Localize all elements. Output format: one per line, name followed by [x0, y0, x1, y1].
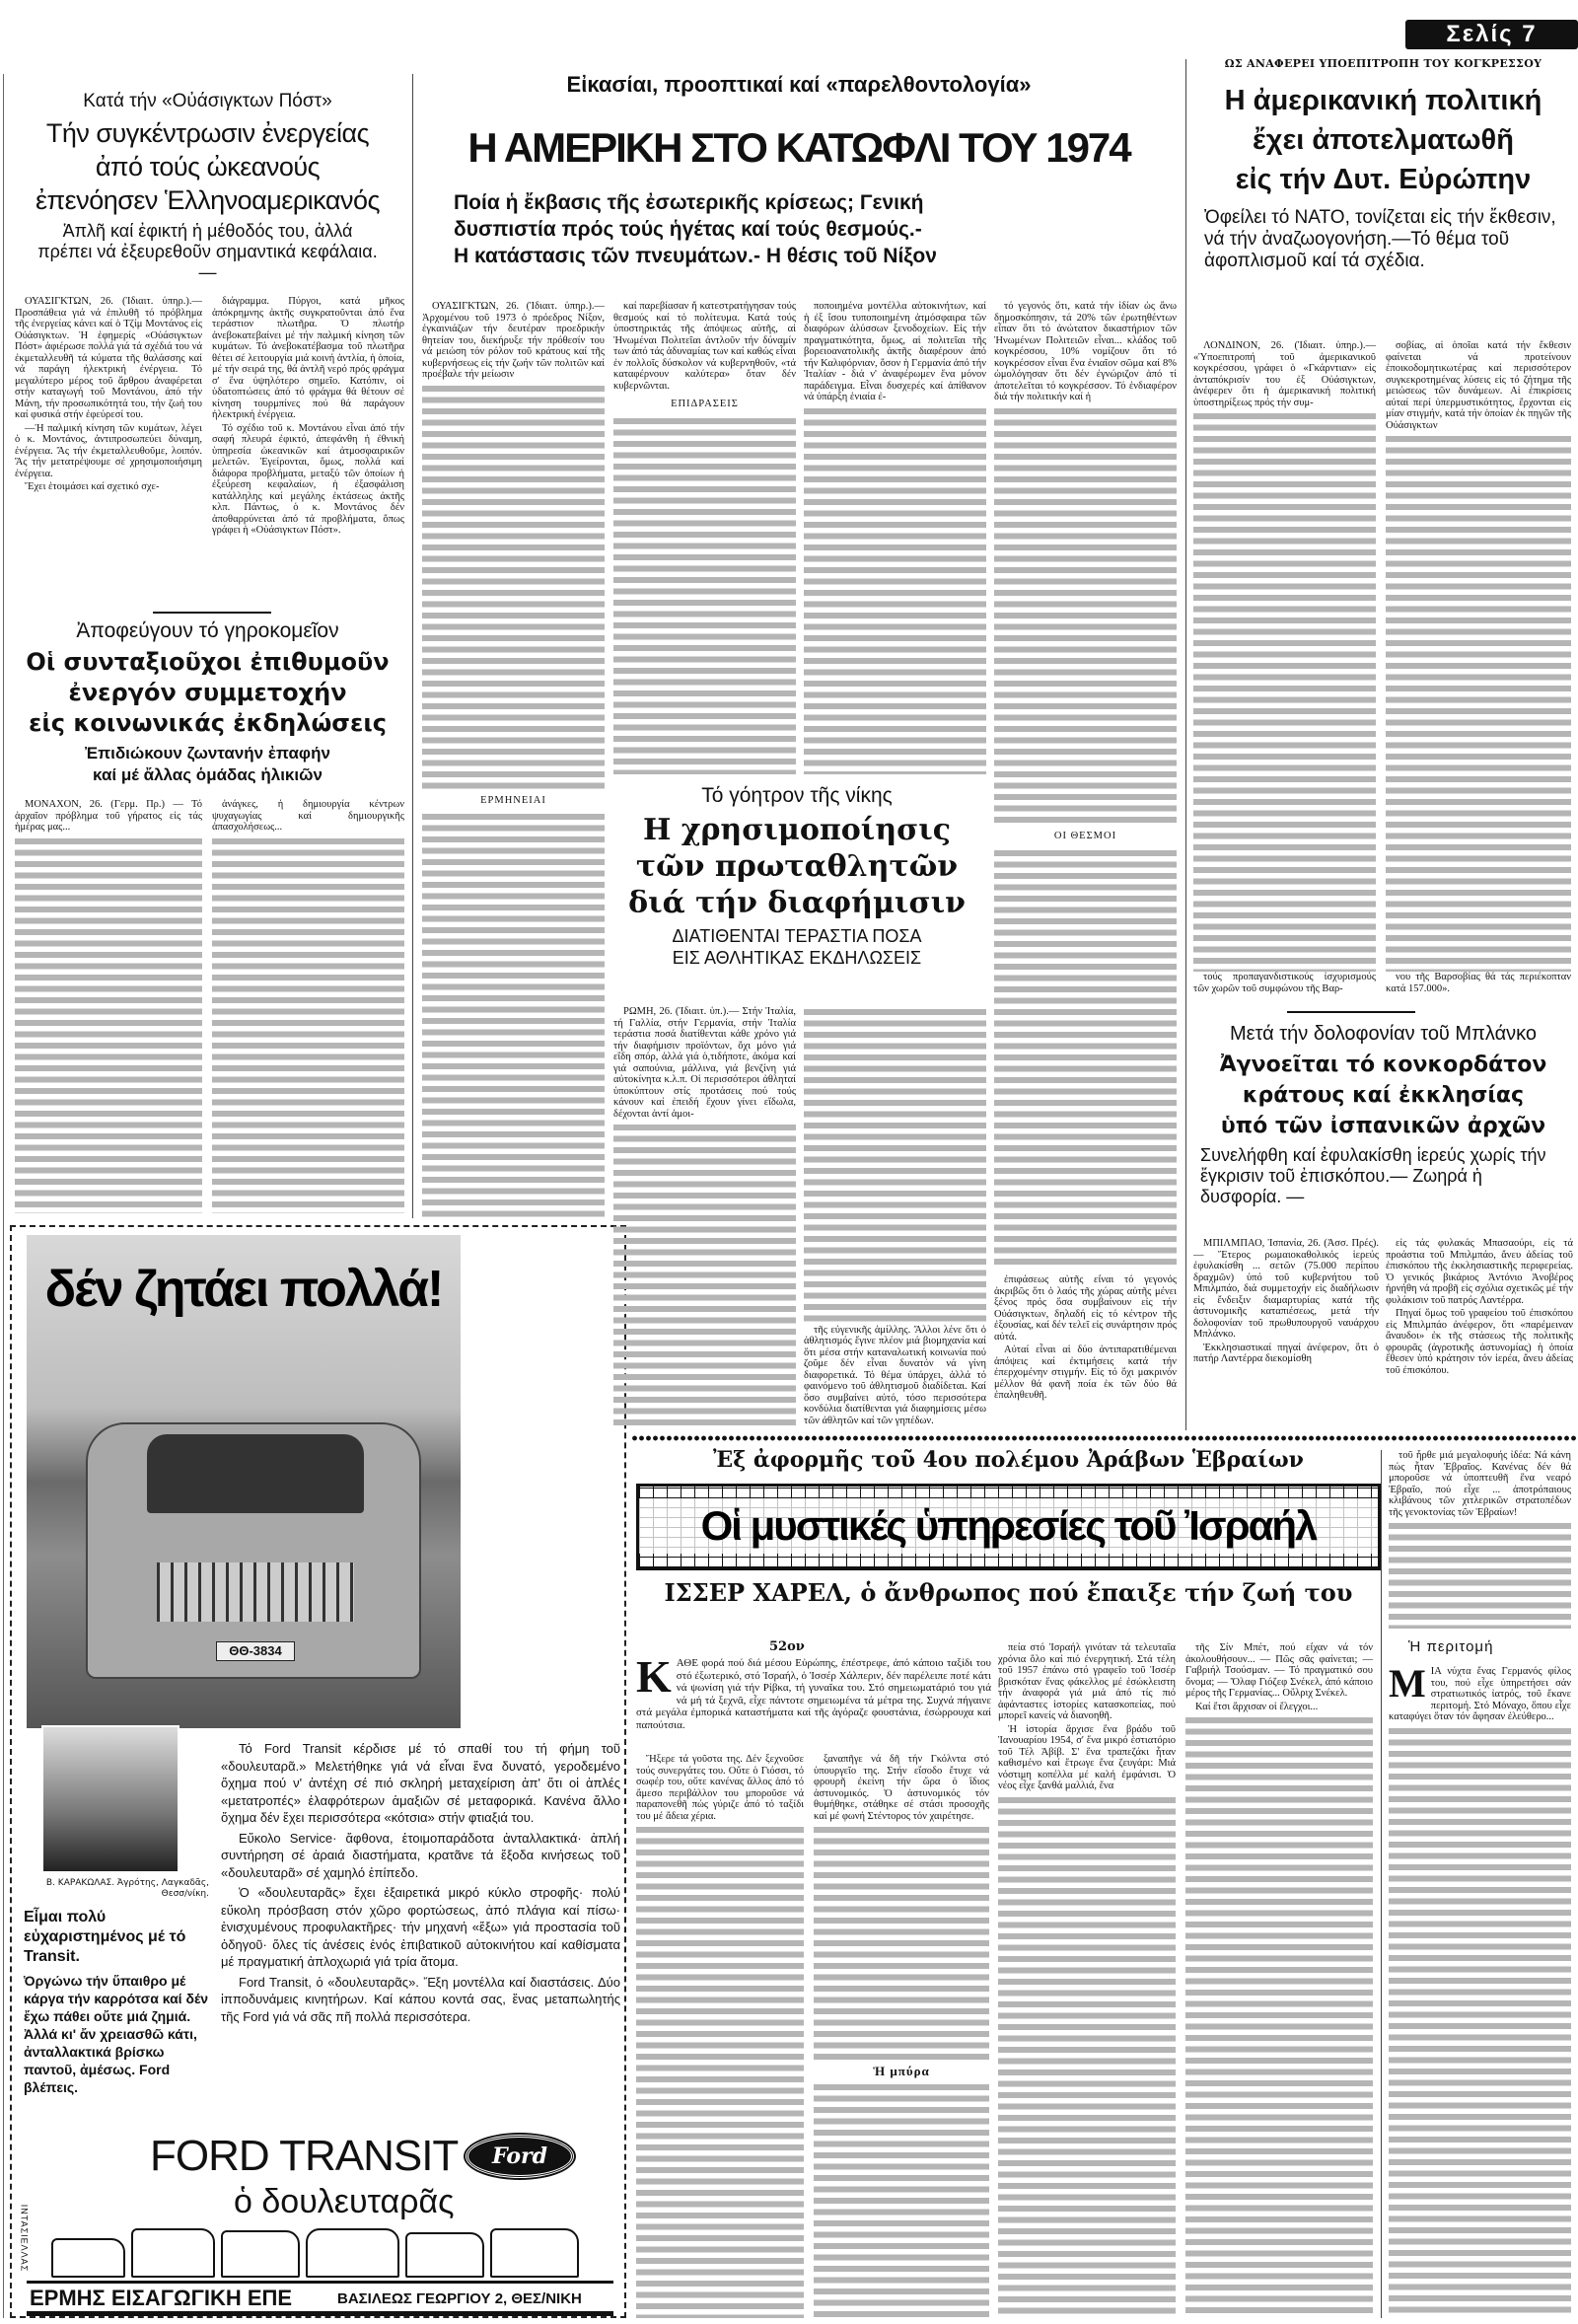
headline-line: κράτους καί ἐκκλησίας — [1242, 1083, 1525, 1108]
article-column — [613, 301, 796, 774]
illegible-text-lines — [613, 1122, 796, 1428]
article-headline — [8, 647, 407, 739]
headline-line: ὑπό τῶν ἰσπανικῶν ἀρχῶν — [1220, 1114, 1546, 1138]
article-deck: Ὀφείλει τό ΝΑΤΟ, τονίζεται εἰς τήν ἔκθεσιν, νά τήν ἀναζωογονήση.—Τό θέμα τοῦ ἀφοπλισμοῦ καί τά σχέδια. — [1204, 207, 1556, 271]
headline-line: Οἱ συνταξιοῦχοι ἐπιθυμοῦν — [26, 648, 390, 676]
headline-line: εἰς τήν Δυτ. Εὐρώπην — [1235, 164, 1532, 195]
illegible-text-lines — [1185, 1714, 1373, 2318]
section-subhead: ΕΡΜΗΝΕΙΑΙ — [480, 794, 546, 806]
brand-name: FORD TRANSIT — [150, 2132, 459, 2180]
paragraph: Ἔχει ἑτοιμάσει καί σχετικό σχε- — [25, 481, 160, 492]
illegible-text-lines — [804, 1006, 986, 1325]
van-windshield — [147, 1434, 364, 1513]
drop-cap: Μ — [1389, 1661, 1426, 1706]
headline-line: ἀπό τούς ὠκεανούς — [95, 152, 321, 182]
article-column — [636, 1754, 804, 2318]
article-headline — [8, 116, 407, 217]
divider — [153, 612, 271, 614]
article-column — [613, 1006, 796, 1428]
paragraph: ΟΥΑΣΙΓΚΤΩΝ, 26. (Ἰδιαιτ. ὑπηρ.).— Ἀρχομένου τοῦ 1973 ὁ πρόεδρος Νίξον, ἐγκαινιάζων τήν δευτέραν προεδρικήν θητείαν του, διεκήρυξε τήν πρόθεσίν του νά μειώση τόν ρόλον τοῦ κράτους καί τῆς κυβερνήσεως εἰς τήν ζωήν τῶν πολιτῶν καί προέβαλε τήν μείωσιν — [422, 301, 605, 380]
paragraph: Ἡ ἱστορία ἄρχισε ἕνα βράδυ τοῦ Ἰανουαρίου 1954, σ' ἕνα μικρό ἑστιατόριο τοῦ Τέλ Ἀβίβ. Σ' ἕνα τραπεζάκι ἦταν καθισμένο καί ἔτρωγε ἕνα ζευγάρι: Μιά νόστιμη κοπέλλα μέ καλή ἐμφάνισι. Ὁ νέος εἶχε ξανθά μαλλιά, ἕνα — [998, 1723, 1176, 1791]
page-edge — [3, 74, 4, 2318]
headline-line: τῶν πρωταθλητῶν — [635, 849, 959, 884]
paragraph: ΜΠΙΛΜΠΑΟ, Ἱσπανία, 26. (Ἀσσ. Πρές).— Ἕτερος ρωμαιοκαθολικός ἱερεύς ἐφυλακίσθη ... σετῶν (75.000 περίπου δραχμῶν) ὑπό τοῦ κυβερνήτου τοῦ Μπιλμπάο, διά συμμετοχήν εἰς διαδήλωσιν εἰς ἔνδειξιν διαμαρτυρίας κατά τῆς ἀστυνομικῆς καταπιέσεως, μετά τήν δολοφονίαν τοῦ πρωθυπουργοῦ ναυάρχου Μπλάνκο. — [1193, 1238, 1379, 1340]
article-nato-policy — [1188, 57, 1578, 272]
article-subhead: καί μέ ἄλλας ὁμάδας ἡλικιῶν — [93, 765, 323, 784]
article-subhead: ΔΙΑΤΙΘΕΝΤΑΙ ΤΕΡΑΣΤΙΑ ΠΟΣΑ — [672, 926, 922, 946]
paragraph: ξαναπῆγε νά δῆ τήν Γκόλντα στό ὑπουργεῖο της. Στήν εἴσοδο ἔτυχε νά φρουρῆ ἐκείνη τήν ὥρα ὁ ἴδιος ἀστυνομικός. Ὁ ἀστυνομικός τόν θυμήθηκε, στάθηκε σέ στάσι προσοχῆς καί μέ φωνή Στέντορος τόν χαιρέτησε. — [814, 1754, 989, 1822]
portrait-photo — [41, 1725, 179, 1873]
paragraph: ΟΥΑΣΙΓΚΤΩΝ, 26. (Ἰδιαιτ. ὑπηρ.).— Προσπάθεια γιά νά ἐπιλυθῆ τό πρόβλημα τῆς ἐνεργείας κάνει καί ὁ Τζίμ Μοντάνος εἰς Οὐάσιγκτων. Ἡ ἐφημερίς «Οὐάσιγκτων Πόστ» ἀφιέρωσε πολλά γιά τά σχέδιά του νά ἐκμεταλλευθῆ τά κύματα τῆς θαλάσσης καί νά παράγη ἠλεκτρική ἐνέργεια. Τό μεγαλύτερο μέρος τοῦ ἄρθρου ἀναφέρεται στήν καταγωγή τοῦ Μοντάνου, ἀπό τήν Μάνη, τήν προσωπικότητά του, τήν ζωή του καί φυσικά στήν ἐφεύρεσί του. — [15, 296, 202, 420]
article-column — [1185, 1642, 1373, 2318]
article-kicker: Εἰκασίαι, προοπτικαί καί «παρελθοντολογία» — [566, 72, 1032, 97]
paragraph: Τό σχέδιο τοῦ κ. Μοντάνου εἶναι ἀπό τήν σαφή πλευρά ἐφικτό, ἀπεφάνθη ἡ ἐθνική ὑπηρεσία ὠκεανικῶν καί ἀτμοσφαιρικῶν μελετῶν. Ἐγείρονται, ὅμως, πολλά καί διάφορα προβλήματα, μεταξύ τῶν ὁποίων ἡ ἐξεύρεση κεφαλαίων, ἡ ἐξασφάλιση κατάλληλης καί μεγάλης ἐκτάσεως ἀκτῆς κλπ. Πάντως, ὁ κ. Μοντάνος δέν ἀποθαρρύνεται ἀπό τά προβλήματα, ὅπως γράφει ἡ «Οὐάσιγκτων Πόστ». — [212, 422, 404, 536]
article-energy — [8, 91, 407, 283]
drop-cap: Κ — [636, 1657, 672, 1702]
article-athletes-advertising — [604, 784, 990, 969]
headline-line: ἐπενόησεν Ἑλληνοαμερικανός — [36, 185, 380, 215]
ad-headline: δέν ζητάει πολλά! — [44, 1261, 443, 1318]
ad-photo — [27, 1235, 461, 1728]
illegible-text-lines — [613, 415, 796, 775]
article-column — [804, 1006, 986, 1428]
article-column — [1193, 1238, 1379, 1430]
illegible-text-lines — [994, 847, 1177, 1269]
license-plate: ΘΘ-3834 — [216, 1641, 295, 1661]
article-deck — [414, 189, 1184, 269]
headline-line: εἰς κοινωνικάς ἐκδηλώσεις — [29, 709, 387, 737]
article-column — [1193, 340, 1376, 996]
article-subhead: ΕΙΣ ΑΘΛΗΤΙΚΑΣ ΕΚΔΗΛΩΣΕΙΣ — [672, 948, 922, 968]
divider — [27, 2281, 613, 2284]
section-subhead: ΕΠΙΔΡΑΣΕΙΣ — [671, 399, 739, 409]
paragraph: ἀνάγκες, ἡ δημιουργία κέντρων ψυχαγωγίας καί δημιουργικῆς ἀπασχολήσεως... — [212, 799, 404, 833]
section-subhead: Ἡ μπύρα — [873, 2063, 930, 2078]
series-part-number: 52ον — [769, 1639, 805, 1654]
headline-line: Η ἀμερικανική πολιτική — [1224, 85, 1542, 116]
illegible-text-lines — [814, 2081, 989, 2318]
article-overline: ΩΣ ΑΝΑΦΕΡΕΙ ΥΠΟΕΠΙΤΡΟΠΗ ΤΟΥ ΚΟΓΚΡΕΣΣΟΥ — [1224, 57, 1542, 70]
article-kicker: Τό γόητρον τῆς νίκης — [701, 784, 893, 807]
deck-line: Ποία ἡ ἔκβασις τῆς ἐσωτερικῆς κρίσεως; Γενική — [454, 191, 924, 214]
ford-transit-advertisement[interactable] — [10, 1225, 626, 2318]
paragraph: πεία στό Ἰσραήλ γινόταν τά τελευταῖα χρόνια ὅλο καί πιό ἐνεργητική. Στά τέλη τοῦ 1957 ἐπάνω στό γραφεῖο τοῦ Ἰσσέρ βρισκόταν ἕνας φάκελλος μέ ἐσώκλειστη τήν ἀναφορά γιά μιά ἀπό τίς πιό ἀφάνταστες ἱστορίες κατασκοπείας, πού μπορεῖ κανείς νά διανοηθῆ. — [998, 1642, 1176, 1721]
article-deck: Ἁπλῆ καί ἐφικτή ἡ μέθοδός του, ἀλλά πρέπει νά ἐξευρεθοῦν σημαντικά κεφάλαια. — — [37, 221, 378, 282]
headline-line: Ἀγνοεῖται τό κονκορδάτον — [1219, 1053, 1547, 1077]
illegible-text-lines — [1389, 1520, 1571, 1629]
paragraph: Τό Ford Transit κέρδισε μέ τό σπαθί του τή φήμη τοῦ «δουλευταρᾶ.» Μελετήθηκε γιά νά εἶναι ἕνα δυνατό, γεροδεμένο ὄχημα πού ν' ἀντέχη σέ πιό σκληρή μεταχείριση ἀπ' ὅτι οἱ ἁπλές «μετατροπές» ἐλαφρότερων ἁμαξιῶν σέ μεταφορικά. Κανένα ἄλλο ὄχημα δέν ἔχει περισσότερα «κότσια» στήν φτιαξιά του. — [221, 1741, 620, 1825]
article-column — [1386, 340, 1571, 996]
paragraph: διάγραμμα. Πύργοι, κατά μῆκος ἀπόκρημνης ἀκτῆς συγκρατοῦνται ἀπό ἕνα τεράστιον πλωτῆρα. Ὁ πλωτήρ ἀνεβοκατεβαίνει μέ τήν παλμική κίνηση τῶν κυμάτων. Τό ἀνεβοκατέβασμα τοῦ πλωτῆρα θέτει σέ λειτουργία μιά κοινή ἀντλία, ἡ ὁποία, μέ τήν σειρά της, θά ἀντλῆ νερό πρός φράγμα σ' ἕνα ὑψηλότερο σημεῖο. Κατόπιν, οἱ ὑδατοπτώσεις ἀπό τό φράγμα θά θέτουν σέ κίνηση τουρμπίνες πού θά παράγουν ἠλεκτρική ἐνέργεια. — [212, 296, 404, 420]
van-grille — [157, 1562, 354, 1622]
van-illustration — [86, 1422, 421, 1679]
article-blanco-concordat — [1188, 1022, 1578, 1207]
article-intro — [636, 1657, 991, 1746]
ford-logo: Ford — [466, 2135, 574, 2178]
illegible-text-lines — [212, 835, 404, 1214]
paragraph: ΛΟΝΔΙΝΟΝ, 26. (Ἰδιαιτ. ὑπηρ.).— «Ὑποεπιτροπή τοῦ ἀμερικανικοῦ κογκρέσσου, γράφει ὁ «Γκάρντιαν» εἰς ἀνταπόκρισίν του ἐξ Οὐάσιγκτων, ἀνέφερεν ὅτι ἡ ἀμερικανική πολιτική ὑποστηρίξεως πρός τήν συμ- — [1193, 340, 1376, 408]
paragraph: νου τῆς Βαρσοβίας θά τάς περιέκοπταν κατά 157.000». — [1386, 972, 1571, 994]
paragraph: ποποιημένα μοντέλλα αὐτοκινήτων, καί ἡ ἐξ ἴσου τυποποιημένη ἀτμόσφαιρα τῶν διαφόρων ἀλύσσων ξενοδοχείων. Εἰς τήν πραγματικότητα, ὅμως, αἱ πολιτεῖαι τῆς βορειοανατολικῆς ἀκτῆς διαφέρουν ἀπό τήν Καλιφόρνιαν, ὅσον ἡ Γερμανία ἀπό τήν Ἰταλίαν - διά ν' ἀναφέρωμεν ἕνα μόνον παράδειγμα. Εἶναι δυσχερές καί ἀπίθανον νά ὑπάρξη ἑνιαία ἐ- — [804, 301, 986, 402]
paragraph: ΜΟΝΑΧΟΝ, 26. (Γερμ. Πρ.) — Τό ἀρχαῖον πρόβλημα τοῦ γήρατος εἰς τάς ἡμέρας μας... — [15, 799, 202, 833]
headline-line: ἐνεργόν συμμετοχήν — [68, 679, 347, 706]
illegible-text-lines — [994, 405, 1177, 827]
divider — [27, 2311, 613, 2316]
illegible-text-lines — [1389, 1725, 1571, 2319]
illegible-text-lines — [422, 811, 605, 1218]
article-kicker: Κατά τήν «Οὐάσιγκτων Πόστ» — [83, 91, 332, 111]
article-column — [212, 799, 404, 1213]
headline-line: διά τήν διαφήμισιν — [628, 886, 966, 920]
column-rule — [1381, 1450, 1382, 2318]
section-subhead: Ἡ περιτομή — [1408, 1638, 1494, 1655]
ad-body — [221, 1740, 620, 2025]
article-column — [814, 1754, 989, 2318]
paragraph: τοῦ ἦρθε μιά μεγαλοφυής ἰδέα: Νά κάνη πώς ἦταν Ἑβραῖος. Κανένας δέν θά μποροῦσε νά ὑποπτευθῆ ἕνα νεαρό Ἑβραῖο, πού εἶχε ... ἀποτρόπαιους κλιβάνους τῶν χιτλερικῶν στρατοπέδων τῆς γενοκτονίας τῶν Ἑβραίων! — [1389, 1450, 1571, 1518]
paragraph: εἰς τάς φυλακάς Μπασαούρι, εἰς τά προάστια τοῦ Μπιλμπάο, ἄνευ ἀδείας τοῦ ἐπισκόπου τῆς ἐκκλησιαστικῆς περιφερείας. Ὁ γενικός βικάριος Ἀντόνιο Ἀνοβέρος ἠρνήθη νά προβῆ εἰς σχόλια σχετικῶς μέ τήν φυλάκισιν τοῦ πατρός Λαντέρρα. — [1386, 1238, 1573, 1306]
paragraph: Ἤξερε τά γοῦστα της. Δέν ξεχνοῦσε τούς συνεργάτες του. Οὔτε ὁ Γιόσσι, τό σωφέρ του, οὔτε κανένας ἄλλος ἀπό τό ἄμεσο περιβάλλον του μποροῦσε νά παραπονεθῆ πώς γύριζε ἀπό τό ταξίδι του μέ ἄδεια χέρια. — [636, 1754, 804, 1822]
photo-caption: Β. ΚΑΡΑΚΩΛΑΣ. Ἀγρότης, Λαγκαδᾶς, Θεσσ/νίκη. — [45, 1878, 209, 1899]
paragraph: Αὐταί εἶναι αἱ δύο ἀντιπαρατιθέμεναι ἀπόψεις καί ἐκτιμήσεις κατά τήν ἐπερχομένην στιγμήν. Εἰς τό ὄχι μακρινόν μέλλον θά φανῆ ποία ἐκ τῶν δύο θά ἐπαληθευθῆ. — [994, 1344, 1177, 1401]
paragraph: ΜΙΑ νύχτα ἕνας Γερμανός φίλος του, πού εἶχε ὑπηρετήσει σάν στρατιωτικός ἰατρός, τοῦ ἔκανε περιτομή. Στό Μόναχο, ὅπου εἶχε καταφύγει ὅταν τόν ἄφησαν ἐλεύθερο... — [1389, 1661, 1571, 1722]
paragraph: καί παρεβίασαν ἤ κατεστρατήγησαν τούς θεσμούς καί τό πολίτευμα. Κατά τούς ὑποστηρικτάς τῆς ἀπόψεως αὐτῆς, αἱ Ἡνωμέναι Πολιτεῖαι ἀντλοῦν τήν δύναμίν των ἀπό τάς ἀδυναμίας των καί καθώς εἶναι ἐν πολλοῖς δύσκολον νά κυβερνηθοῦν, «τά καταφέρνουν καλύτερα» ὅταν δέν κυβερνῶνται. — [613, 301, 796, 392]
article-pensioners — [8, 619, 407, 786]
main-headline: Η ΑΜΕΡΙΚΗ ΣΤΟ ΚΑΤΩΦΛΙ ΤΟΥ 1974 — [467, 124, 1130, 171]
paragraph: Ὁ «δουλευταρᾶς» ἔχει ἐξαιρετικά μικρό κύκλο στροφῆς· πολύ εὔκολη πρόσβαση στόν χῶρο φορτώσεως, ἀπό πλάγια καί πίσω· ἐνισχυμένους προφυλακτῆρες· τήν μηχανή «ἔξω» γιά προστασία τοῦ ὁδηγοῦ· ὅλες τίς ἀνέσεις ἑνός ἐπιβατικοῦ αὐτοκινήτου καί καθίσματα μέ πραγματική ἀπλοχωριά γιά τρία ἄτομα. — [221, 1885, 620, 1969]
headline-line: ἔχει ἀποτελματωθῆ — [1253, 124, 1514, 156]
series-headline: ΙΣΣΕΡ ΧΑΡΕΛ, ὁ ἄνθρωπος πού ἔπαιξε τήν ζωή του — [664, 1578, 1353, 1607]
article-column — [804, 301, 986, 774]
illegible-text-lines — [804, 405, 986, 775]
paragraph: ἐπιφάσεως αὐτῆς εἶναι τό γεγονός ἀκριβῶς ὅτι ὁ λαός τῆς χώρας αὐτῆς μένει ξένος πρός ὅσα συμβαίνουν εἰς τήν Οὐάσιγκτων, δηλαδή εἰς τό κέντρον τῆς ἐξουσίας, καί δέν τελεῖ εἰς συνάρτησιν πρός αὐτά. — [994, 1274, 1177, 1343]
ad-slogan: ὁ δουλευταρᾶς — [234, 2183, 455, 2220]
article-kicker: Ἀποφεύγουν τό γηροκομεῖον — [76, 619, 339, 642]
testimonial-title: Εἶμαι πολύ εὐχαριστημένος μέ τό Transit. — [24, 1909, 186, 1965]
testimonial-text: Ὀργώνω τήν ὕπαιθρο μέ κάργα τήν καρρότσα καί δέν ἔχω πάθει οὔτε μιά ζημιά. Ἀλλά κι' ἄν χρειασθῶ κάτι, ἀνταλλακτικά βρίσκω παντοῦ, ἀμέσως. Ford βλέπεις. — [24, 1973, 209, 2095]
dotted-divider — [631, 1435, 1578, 1441]
article-column — [994, 1274, 1177, 1428]
paragraph: Εὔκολο Service· ἄφθονα, ἑτοιμοπαράδοτα ἀνταλλακτικά· ἁπλή συντήρηση σέ ἀραιά διαστήματα, κρατᾶνε τά ἔξοδα κινήσεως τοῦ «δουλευταρᾶ» σέ χαμηλό ἐπίπεδο. — [221, 1830, 620, 1880]
section-subhead: ΟΙ ΘΕΣΜΟΙ — [1053, 831, 1117, 841]
article-column — [998, 1642, 1176, 2318]
illegible-text-lines — [1193, 410, 1376, 972]
paragraph: σοβίας, αἱ ὁποῖαι κατά τήν ἔκθεσιν φαίνεται νά προτείνουν ἐποικοδομητικωτέρας καί περισσότερον συγκεκροτημένας λύσεις εἰς τό ζήτημα τῆς μειώσεως τῶν δυνάμεων. Αἱ ἐπικρίσεις αὐταί περί ὑπερμυστικότητος, ἔρχονται εἰς μίαν στιγμήν, κατά τήν ὁποίαν ἐκ πηγῶν τῆς Οὐάσιγκτων — [1386, 340, 1571, 431]
deck-line: δυσπιστία πρός τούς ἡγέτας καί τούς θεσμούς.- — [454, 218, 922, 241]
article-kicker: Ἐξ ἀφορμῆς τοῦ 4ου πολέμου Ἀράβων Ἑβραίων — [713, 1447, 1304, 1473]
paragraph: ΑΘΕ φορά πού διά μέσου Εὐρώπης, ἐπέστρεφε, ἀπό κάποιο ταξίδι του στό ἐξωτερικό, στό Ἰσραήλ, ὁ Ἰσσέρ Χάλπεριν, δέν παρέλειπε ποτέ κάτι νά ψωνίση γιά τήν Ρίβκα, τή γυναῖκα του. Στό σημειωματάριό του γιά νά μή τά ξεχνᾶ, εἶχε πάντοτε σημειωμένα τά μέτρα της. Συχνά πήγαινε στά μεγάλα ἐμπορικά καταστήματα καί τῆς ἀγόραζε φουστάνια, ἐσώρρουχα καί παπούτσια. — [636, 1657, 991, 1731]
article-column — [994, 301, 1177, 1268]
paragraph: τῆς εὐγενικῆς ἁμίλλης. Ἄλλοι λένε ὅτι ὁ ἀθλητισμός ἔγινε πλέον μιά βιομηχανία καί ὅτι μέσα στήν καταναλωτική κοινωνία πού ζοῦμε δέν εἶναι δυνατόν νά γίνη διαφορετικά. Τό θέμα ὑπάρχει, ἀλλά τό φαινόμενο τοῦ ἀθλητισμοῦ διαδίδεται. Καί ὅσο συμβαίνει αὐτό, τόσο περισσότερα κονδύλια διατίθενται γιά διαφημίσεις μέσω τῶν ἀθλητῶν καί τῶν γηπέδων. — [804, 1324, 986, 1426]
illegible-text-lines — [422, 383, 605, 790]
column-rule — [412, 74, 413, 1218]
article-kicker: Μετά τήν δολοφονίαν τοῦ Μπλάνκο — [1229, 1023, 1538, 1045]
agency-credit: ΙΝΤΑΣΙΕΛΛΑΣ — [19, 2204, 30, 2273]
deck-line: Η κατάστασις τῶν πνευμάτων.- Η θέσις τοῦ Νίξον — [454, 245, 937, 267]
illegible-text-lines — [814, 1824, 989, 2061]
banner-title: Οἱ μυστικές ὑπηρεσίες τοῦ Ἰσραήλ — [639, 1498, 1378, 1554]
paragraph: —Ἡ παλμική κίνηση τῶν κυμάτων, λέγει ὁ κ. Μοντάνος, ἀντιπροσωπεύει δύναμη, ἐνέργεια. Ἄς τήν ἐκμεταλλευθοῦμε, λοιπόν. Ἄς τήν μετατρέψουμε σέ χρησιμοποιήσιμη ἐνέργεια. — [15, 422, 202, 479]
article-column — [422, 301, 605, 1218]
article-subhead: Ἐπιδιώκουν ζωντανήν ἐπαφήν — [85, 744, 330, 763]
column-rule — [1185, 59, 1186, 1430]
article-deck: Συνελήφθη καί ἐφυλακίσθη ἱερεύς χωρίς τήν ἔγκρισιν τοῦ ἐπισκόπου.— Ζωηρά ἡ δυσφορία. — — [1200, 1145, 1546, 1206]
page-number-badge: Σελίς 7 — [1405, 20, 1578, 49]
article-column — [15, 296, 202, 607]
article-israel-secret-services — [636, 1446, 1381, 1608]
article-america-1974 — [414, 71, 1184, 269]
article-column — [212, 296, 404, 607]
paragraph: ΡΩΜΗ, 26. (Ἰδιαιτ. ὑπ.).— Στήν Ἰταλία, τή Γαλλία, στήν Γερμανία, στήν Ἰταλία τεράστια ποσά διατίθενται κάθε χρόνο γιά τήν διαφήμισιν προϊόντων, ὄχι μόνο γιά εἴδη σπόρ, ἀλλά γιά ὁ,τιδήποτε, ἀκόμα καί γιά σαπούνια, μάλλινα, γιά βενζίνη γιά αὐτοκίνητα κ.λ.π. Οἱ περισσότεροι ἀθληταί ὑποκύπτουν στίς προτάσεις πού τούς κάνουν καί ἐπειδή ἔχουν γίνει εἴδωλα, δέχονται ἀντί ἀμοι- — [613, 1006, 796, 1120]
illegible-text-lines — [15, 835, 202, 1214]
illegible-text-lines — [636, 1824, 804, 2318]
divider — [1287, 1011, 1415, 1013]
illegible-text-lines — [998, 1794, 1176, 2319]
dealer-address: ΒΑΣΙΛΕΩΣ ΓΕΩΡΓΙΟΥ 2, ΘΕΣ/ΝΙΚΗ — [337, 2290, 582, 2307]
article-column — [1386, 1238, 1573, 1430]
article-column — [15, 799, 202, 1213]
paragraph: Πηγαί ὅμως τοῦ γραφείου τοῦ ἐπισκόπου εἰς Μπιλμπάο ἀνέφερον, ὅτι «παρέμειναν ἄναυδοι» ἐκ τῆς στάσεως τῆς πολιτικῆς φρουρᾶς (ἀγροτικῆς ἀστυνομίας) ἡ ὁποία ἔθεσεν ὑπό κράτησιν τόν ἱερέα, ἄνευ ἀδείας τοῦ ἐπισκόπου. — [1386, 1308, 1573, 1376]
series-banner — [636, 1484, 1381, 1570]
paragraph: Ford Transit, ὁ «δουλευταρᾶς». Ἔξη μοντέλλα καί διαστάσεις. Δύο ἱπποδυνάμεις κινητήρων. Καί κάπου κοντά σας, ἕνας μεταπωλητής τῆς Ford γιά νά σᾶς πῆ πολλά περισσότερα. — [221, 1974, 620, 2024]
van-lineup — [51, 2223, 604, 2278]
dealer-name: ΕΡΜΗΣ ΕΙΣΑΓΩΓΙΚΗ ΕΠΕ — [30, 2286, 293, 2310]
sidebar-column — [1389, 1450, 1571, 2318]
paragraph: τό γεγονός ὅτι, κατά τήν ἰδίαν ὡς ἄνω δημοσκόπησιν, τά 20% τῶν ἐρωτηθέντων εἶπαν ὅτι τό ἀνώτατον δικαστήριον τῶν Ἡνωμένων Πολιτειῶν εἶναι... κλάδος τοῦ κογκρέσσου, 10% νομίζουν ὅτι τό κογκρέσσον εἶναι ἕνα ἑνιαῖον σῶμα καί 8% ὡμολόγησαν ὅτι δέν ἐγνώριζον ἀπό τί ἀποτελεῖται τό κογκρέσσον. Τό ἐνδιαφέρον διά τήν πολιτικήν καί ἡ — [994, 301, 1177, 402]
paragraph: Καί ἔτσι ἄρχισαν οἱ ἔλεγχοι... — [1195, 1701, 1319, 1712]
illegible-text-lines — [1386, 433, 1571, 972]
paragraph: τῆς Σίν Μπέτ, πού εἶχαν νά τόν ἀκολουθήσουν... — Πῶς σᾶς φαίνεται; — Γαβριήλ Τσούσμαν. — Τό πραγματικό σου ὄνομα; — Ὄλαφ Γιόζεφ Σνέκελ, ἀπό κάποιο μέρος τῆς Γερμανίας... Οὔλριχ Σνέκελ. — [1185, 1642, 1373, 1699]
headline-line: Τήν συγκέντρωσιν ἐνεργείας — [45, 118, 370, 148]
paragraph: τούς προπαγανδιστικούς ἰσχυρισμούς τῶν χωρῶν τοῦ συμφώνου τῆς Βαρ- — [1193, 972, 1376, 994]
paragraph: Ἐκκλησιαστικαί πηγαί ἀνέφερον, ὅτι ὁ πατήρ Λαντέρρα διεκομίσθη — [1193, 1342, 1379, 1364]
headline-line: Η χρησιμοποίησις — [642, 813, 952, 847]
